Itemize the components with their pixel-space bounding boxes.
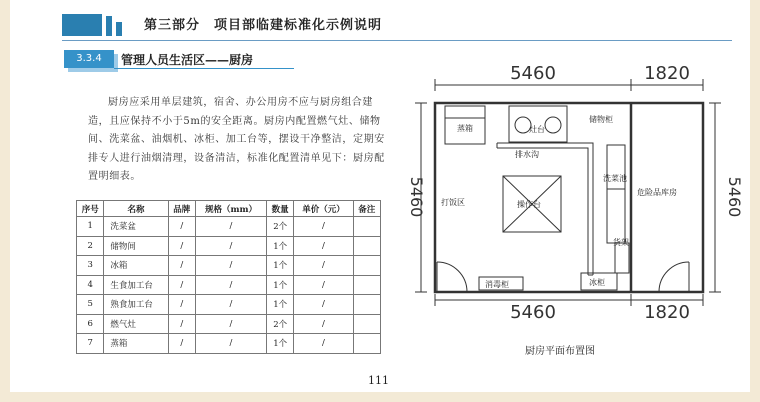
- page-header: [62, 14, 742, 36]
- dim-top-left: 5460: [510, 63, 556, 84]
- table-cell: /: [195, 314, 266, 334]
- table-cell: [353, 334, 380, 354]
- table-row: [77, 295, 381, 315]
- table-cell: 1个: [266, 256, 293, 276]
- table-cell: 生食加工台: [104, 275, 168, 295]
- table-row: [77, 275, 381, 295]
- dim-bottom-right: 1820: [644, 302, 690, 323]
- table-cell: [353, 217, 380, 237]
- table-header: 名称: [104, 201, 168, 217]
- table-cell: /: [294, 275, 353, 295]
- table-row: [77, 217, 381, 237]
- table-cell: 1个: [266, 236, 293, 256]
- table-cell: 1: [77, 217, 104, 237]
- table-cell: 冰箱: [104, 256, 168, 276]
- table-header: 品牌: [168, 201, 195, 217]
- table-cell: [353, 236, 380, 256]
- table-cell: /: [294, 236, 353, 256]
- body-paragraph: 厨房应采用单层建筑，宿舍、办公用房不应与厨房组合建造，且应保持不小于5m的安全距离。厨房内配置燃气灶、储物间、洗菜盆、油烟机、冰柜、加工台等，摆设干净整洁，定期安排专人进行油烟清理，设备清洁，标准化配置清单见下：厨房配置明细表。: [88, 97, 385, 182]
- table-cell: 6: [77, 314, 104, 334]
- table-header-row: [77, 201, 381, 217]
- table-cell: 2个: [266, 217, 293, 237]
- table-cell: 4: [77, 275, 104, 295]
- table-cell: 5: [77, 295, 104, 315]
- table-cell: 1个: [266, 275, 293, 295]
- table-row: [77, 314, 381, 334]
- table-row: [77, 256, 381, 276]
- table-cell: /: [294, 256, 353, 276]
- section-underline: [114, 68, 294, 69]
- page-header-title: 第三部分 项目部临建标准化示例说明: [144, 18, 383, 33]
- table-cell: 1个: [266, 295, 293, 315]
- table-cell: /: [294, 334, 353, 354]
- table-cell: [353, 295, 380, 315]
- table-cell: /: [195, 275, 266, 295]
- table-cell: /: [168, 256, 195, 276]
- dim-top-right: 1820: [644, 63, 690, 84]
- table-cell: /: [195, 236, 266, 256]
- label-freezer: 冰柜: [589, 278, 605, 287]
- kitchen-config-table: [76, 200, 381, 354]
- kitchen-floor-plan: [393, 55, 744, 355]
- table-cell: 熟食加工台: [104, 295, 168, 315]
- label-steamer: 蒸箱: [457, 124, 473, 133]
- plan-caption: 厨房平面布置图: [525, 346, 595, 357]
- label-dining: 打饭区: [441, 198, 465, 207]
- label-hazard: 危险品库房: [637, 188, 677, 197]
- table-cell: 2: [77, 236, 104, 256]
- table-header: 规格（mm）: [195, 201, 266, 217]
- table-cell: 洗菜盆: [104, 217, 168, 237]
- section-number: 3.3.4: [64, 50, 114, 68]
- table-cell: 储物间: [104, 236, 168, 256]
- label-sink: 洗菜池: [603, 174, 627, 183]
- table-header: 单价（元）: [294, 201, 353, 217]
- table-cell: /: [294, 295, 353, 315]
- page-number: 111: [368, 374, 389, 387]
- table-cell: 3: [77, 256, 104, 276]
- table-header: 备注: [353, 201, 380, 217]
- header-logo-bar-2: [106, 16, 112, 36]
- table-cell: /: [168, 295, 195, 315]
- label-shelf: 货架: [613, 238, 629, 247]
- table-cell: /: [195, 217, 266, 237]
- table-cell: /: [195, 295, 266, 315]
- dim-bottom-left: 5460: [510, 302, 556, 323]
- table-cell: 1个: [266, 334, 293, 354]
- table-cell: 7: [77, 334, 104, 354]
- table-cell: /: [168, 275, 195, 295]
- table-cell: /: [168, 314, 195, 334]
- table-cell: /: [294, 314, 353, 334]
- table-cell: [353, 256, 380, 276]
- table-cell: 燃气灶: [104, 314, 168, 334]
- table-cell: /: [168, 217, 195, 237]
- table-row: [77, 236, 381, 256]
- table-cell: /: [195, 256, 266, 276]
- table-cell: /: [294, 217, 353, 237]
- table-cell: /: [195, 334, 266, 354]
- table-cell: /: [168, 236, 195, 256]
- label-exhaust: 排水沟: [515, 150, 539, 159]
- table-cell: 蒸箱: [104, 334, 168, 354]
- header-logo-bar-3: [116, 22, 122, 36]
- label-prep: 操作台: [517, 200, 541, 209]
- section-title: 管理人员生活区——厨房: [121, 53, 254, 67]
- table-row: [77, 334, 381, 354]
- header-logo-bar-1: [62, 14, 102, 36]
- label-disinfect: 消毒柜: [485, 280, 509, 289]
- table-cell: [353, 314, 380, 334]
- table-header: 序号: [77, 201, 104, 217]
- table-cell: 2个: [266, 314, 293, 334]
- dim-left: 5460: [407, 176, 426, 218]
- table-header: 数量: [266, 201, 293, 217]
- label-stove: 灶台: [529, 125, 545, 134]
- dim-right: 5460: [725, 176, 744, 218]
- header-rule: [62, 40, 732, 41]
- table-cell: /: [168, 334, 195, 354]
- label-storage: 储物柜: [589, 115, 613, 124]
- table-cell: [353, 275, 380, 295]
